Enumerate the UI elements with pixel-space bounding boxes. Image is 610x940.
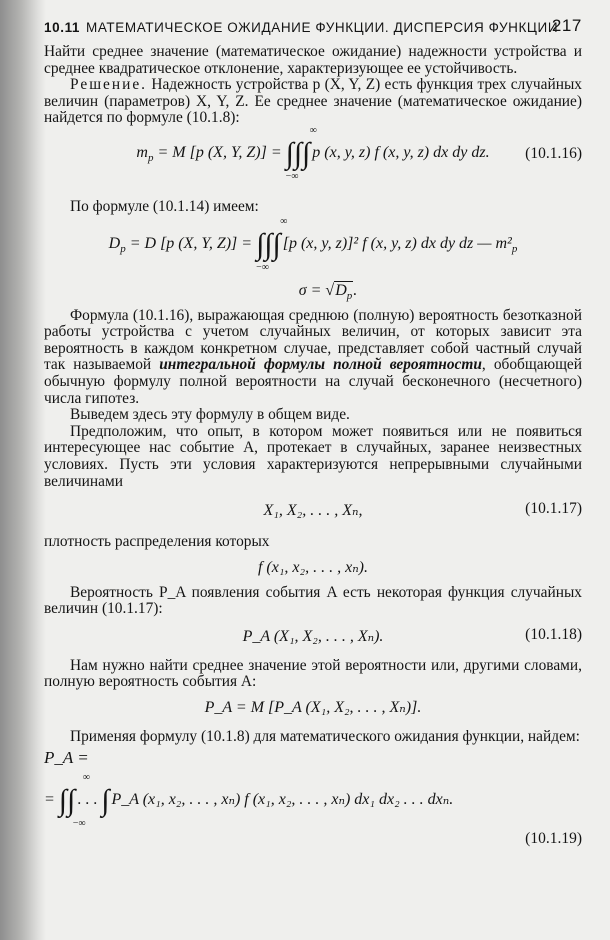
- paragraph-apply: Применяя формулу (10.1.8) для математического ожидания функции, найдем:: [70, 728, 580, 746]
- disp-lower-limit: −∞: [256, 261, 269, 273]
- sigma-radicand: D: [335, 281, 347, 299]
- formula-mean: [44, 124, 582, 199]
- book-page: [44, 14, 582, 850]
- sigma-lhs: σ = √: [298, 281, 335, 299]
- eq-number-10-1-19: (10.1.19): [525, 829, 582, 847]
- solution-label: Решение.: [70, 76, 148, 94]
- disp-lhs: D: [108, 234, 121, 252]
- formula-final-lhs: P_A =: [44, 747, 89, 767]
- formula-variables: [44, 490, 582, 534]
- mean-upper-limit: ∞: [309, 124, 317, 136]
- para1-emphasis: интегральной формулы полной вероятности: [159, 356, 482, 374]
- final-integrals: ∞ ∫∫ . . . ∫ −∞: [58, 771, 110, 829]
- task-paragraph: Найти среднее значение (математическое ожидание) надежности устройства и среднее квадратическое отклонение, характеризующее ее устойчивость.: [44, 43, 582, 77]
- paragraph-density: плотность распределения которых: [44, 533, 270, 551]
- solution-paragraph: [44, 77, 582, 127]
- para1-text-before: Формула (10.1.16), выражающая среднюю (полную) вероятность безотказной работы устройства с учетом случайных величин, от которых зависит эта вероятность в каждом конкретном случае, представляет собой частный случай так называемой: [44, 306, 582, 374]
- para1-text-after: , обобщающей обычную формулу полной вероятности на случай бесконечного (несчетного) числа гипотез.: [44, 356, 582, 407]
- by-formula-line: По формуле (10.1.14) имеем:: [70, 197, 259, 215]
- formula-dispersion: [44, 216, 582, 282]
- mean-lhs: m: [136, 143, 148, 161]
- final-upper-limit: ∞: [82, 771, 90, 783]
- vars-body: X₁, X₂, . . . , Xₙ,: [263, 502, 363, 520]
- formula-density: f (x₁, x₂, . . . , xₙ).: [257, 558, 368, 576]
- formula-probability: [44, 618, 582, 658]
- final-lower-limit: −∞: [72, 817, 86, 829]
- disp-body: = D [p (X, Y, Z)] =: [129, 234, 253, 252]
- prob-body: P_A (X₁, X₂, . . . , Xₙ).: [242, 627, 384, 645]
- formula-final: = ∞ ∫∫ . . . ∫ −∞ P_A (x₁, x₂, . . . , xₙ) f (x₁, x₂, . . . , xₙ) dx₁ dx₂ . . . dxₙ.: [44, 771, 454, 829]
- paragraph-derive: Выведем здесь эту формулу в общем виде.: [70, 406, 350, 424]
- disp-lhs-sub: p: [120, 242, 126, 255]
- mean-integrals: ∞ ∫∫∫ −∞: [285, 124, 317, 182]
- paragraph-assume: Предположим, что опыт, в котором может появиться или не появиться интересующее нас событие A, протекает в случайных, заранее неизвестных условиях. Пусть эти условия характеризуются непрерывными случайными величинами: [44, 422, 582, 490]
- paragraph-integral-formula: [44, 308, 582, 408]
- section-number: 10.11: [44, 20, 81, 35]
- eq-number-10-1-17: (10.1.17): [525, 500, 582, 518]
- disp-integrand-sub: p: [511, 242, 518, 255]
- final-integrand: P_A (x₁, x₂, . . . , xₙ) f (x₁, x₂, . . . , xₙ) dx₁ dx₂ . . . dxₙ.: [111, 790, 454, 808]
- disp-integrals: ∞ ∫∫∫ −∞: [256, 215, 288, 273]
- eq-number-10-1-16: (10.1.16): [525, 144, 582, 162]
- eq-number-row: [44, 830, 582, 850]
- formula-sigma: $\sigma = √D_p$.: [298, 281, 358, 302]
- mean-integrand: p (x, y, z) f (x, y, z) dx dy dz.: [312, 143, 490, 161]
- running-header: [44, 14, 582, 38]
- eq-number-10-1-18: (10.1.18): [525, 625, 582, 643]
- mean-lower-limit: −∞: [285, 170, 299, 182]
- paragraph-total: Нам нужно найти среднее значение этой вероятности или, другими словами, полную вероятность события A:: [44, 656, 582, 691]
- book-binding-shadow: [0, 0, 46, 940]
- page-number: 217: [551, 16, 582, 35]
- formula-total: P_A = M [P_A (X₁, X₂, . . . , Xₙ)].: [204, 699, 422, 717]
- mean-body: = M [p (X, Y, Z)] =: [157, 143, 282, 161]
- disp-upper-limit: ∞: [280, 215, 288, 227]
- sigma-radicand-sub: p: [346, 289, 353, 302]
- paragraph-probability: Вероятность P_A появления события A есть некоторая функция случайных величин (10.1.17):: [44, 583, 582, 618]
- disp-integrand: [p (x, y, z)]² f (x, y, z) dx dy dz — m²: [282, 234, 512, 252]
- solution-text: Надежность устройства p (X, Y, Z) есть функция трех случайных величин (параметров) X, Y, Z. Ее среднее значение (математическое ожидание) найдется по формуле (10.1.8):: [44, 76, 582, 127]
- mean-lhs-sub: p: [147, 152, 154, 165]
- running-title: МАТЕМАТИЧЕСКОЕ ОЖИДАНИЕ ФУНКЦИИ. ДИСПЕРСИЯ ФУНКЦИИ: [86, 20, 559, 35]
